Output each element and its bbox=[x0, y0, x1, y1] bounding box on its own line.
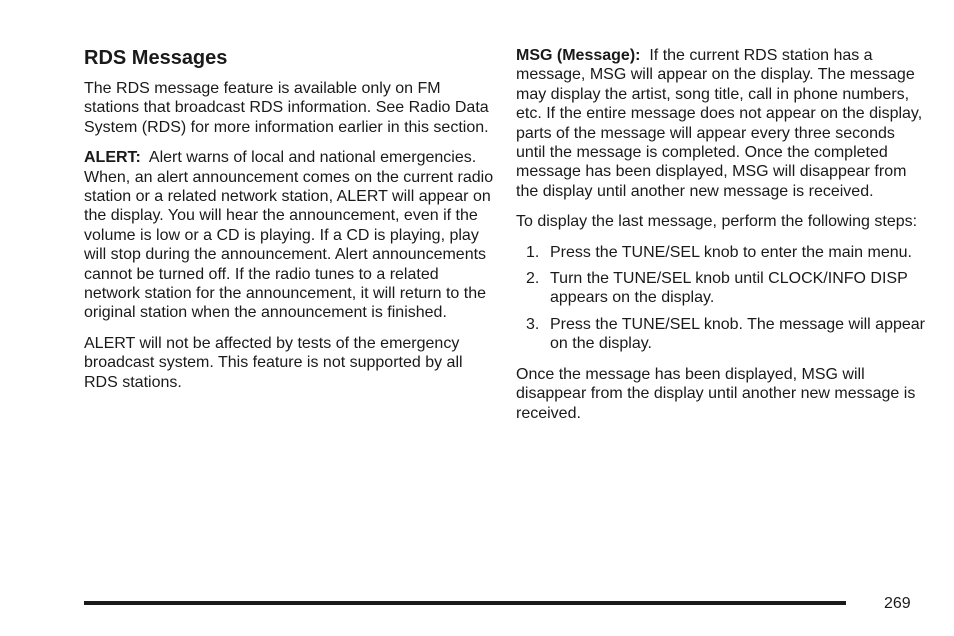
page-number: 269 bbox=[884, 595, 911, 612]
alert-text: Alert warns of local and national emergencies. When, an alert announcement comes on the current radio station or a related network station, ALERT will appear on the display. You will hear the announcement, even if the volume is low or a CD is playing. If a CD is playing, play will stop during the announcement. Alert announcements cannot be turned off. If the radio tunes to a related network station for the announcement, it will return to the original station when the announcement is finished. bbox=[84, 149, 494, 322]
step-text: Press the TUNE/SEL knob to enter the main menu. bbox=[550, 243, 912, 261]
alert-note-paragraph: ALERT will not be affected by tests of the emergency broadcast system. This feature is not supported by all RDS stations. bbox=[84, 334, 463, 391]
steps-list bbox=[516, 243, 926, 354]
list-item bbox=[516, 269, 926, 308]
section-heading: RDS Messages bbox=[84, 47, 228, 69]
list-item bbox=[516, 315, 926, 354]
alert-paragraph bbox=[84, 148, 494, 323]
step-text: Press the TUNE/SEL knob. The message will appear on the display. bbox=[550, 315, 925, 353]
list-item bbox=[516, 243, 926, 262]
footer-rule bbox=[84, 601, 846, 605]
step-number: 2. bbox=[526, 270, 540, 288]
msg-paragraph bbox=[516, 46, 926, 201]
step-number: 1. bbox=[526, 243, 540, 261]
alert-label: ALERT: bbox=[84, 149, 141, 167]
step-number: 3. bbox=[526, 315, 540, 333]
left-column bbox=[84, 46, 494, 403]
steps-intro: To display the last message, perform the following steps: bbox=[516, 213, 918, 231]
step-text: Turn the TUNE/SEL knob until CLOCK/INFO DISP appears on the display. bbox=[550, 270, 908, 307]
msg-text: If the current RDS station has a message, MSG will appear on the display. The message may display the artist, song title, call in phone numbers, etc. If the entire message does not appear on the display, parts of the message will appear every three seconds until the message is completed. Once the completed message has been displayed, MSG will disappear from the display until another new message is received. bbox=[516, 47, 923, 200]
closing-paragraph: Once the message has been displayed, MSG will disappear from the display until another new message is received. bbox=[516, 365, 916, 422]
msg-label: MSG (Message): bbox=[516, 47, 641, 64]
right-column bbox=[516, 46, 926, 434]
intro-paragraph: The RDS message feature is available only on FM stations that broadcast RDS information. See Radio Data System (RDS) for more information earlier in this section. bbox=[84, 80, 489, 136]
